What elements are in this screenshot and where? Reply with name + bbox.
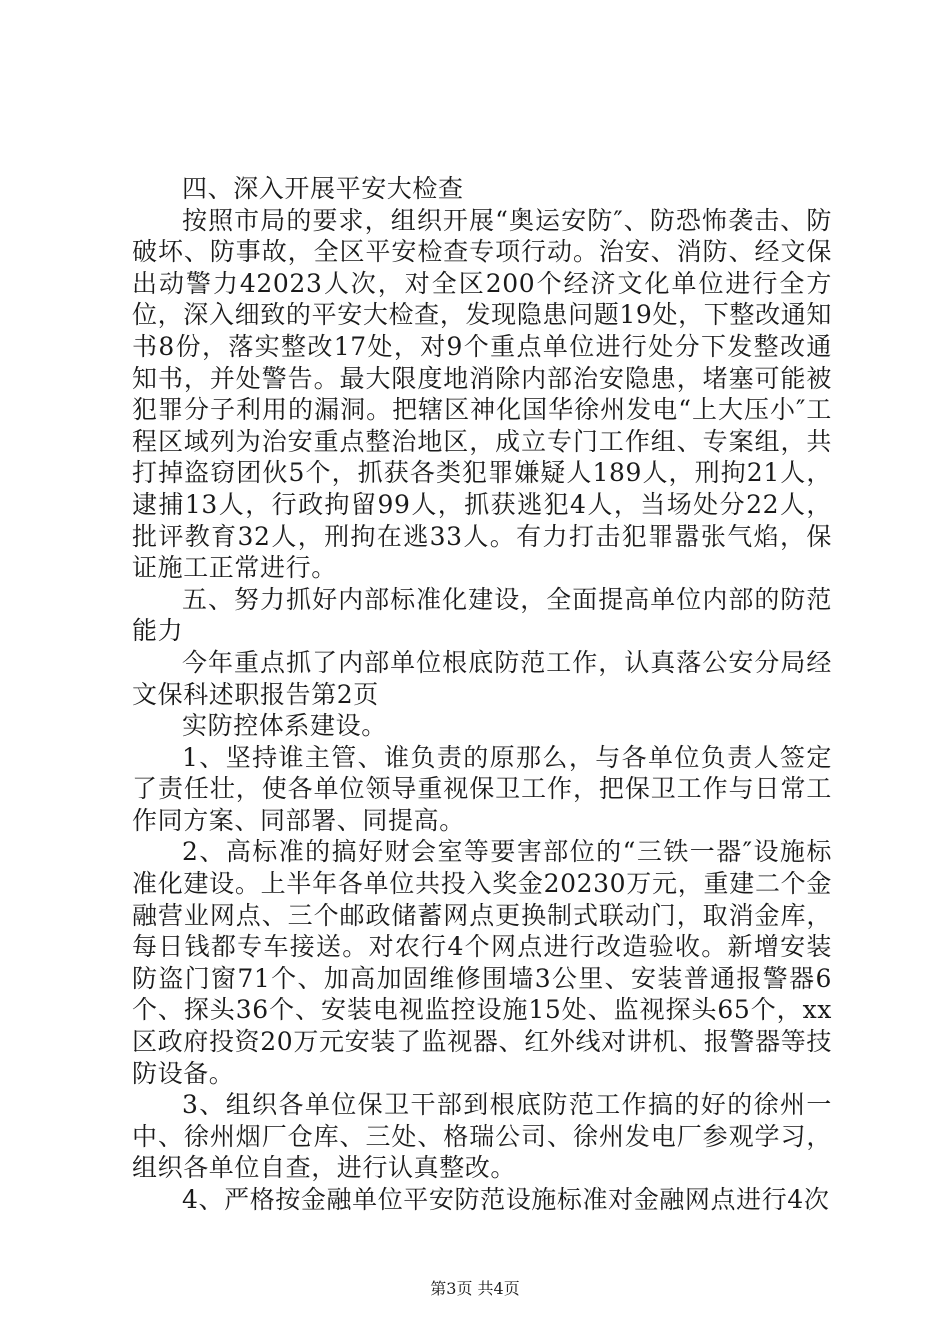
list-item-2: 2、高标准的搞好财会室等要害部位的“三铁一器″设施标准化建设。上半年各单位共投入奖金20230万元，重建二个金融营业网点、三个邮政储蓄网点更换制式联动门，取消金库，每日钱都专车接送。对农行4个网点进行改造验收。新增安装防盗门窗71个、加高加固维修围墙3公里、安装普通报警器6个、探头36个、安装电视监控设施15处、监视探头65个，xx区政府投资20万元安装了监视器、红外线对讲机、报警器等技防设备。: [132, 837, 832, 1088]
heading-section-four: 四、深入开展平安大检查: [182, 174, 464, 203]
paragraph-internal-prevention: 今年重点抓了内部单位根底防范工作，认真落公安分局经文保科述职报告第2页: [132, 647, 832, 709]
paragraph-safety-inspection: 按照市局的要求，组织开展“奥运安防″、防恐怖袭击、防破坏、防事故，全区平安检查专项行动。治安、消防、经文保出动警力42023人次，对全区200个经济文化单位进行全方位，深入细致的平安大检查，发现隐患问题19处，下整改通知书8份，落实整改17处，对9个重点单位进行处分下发整改通知书，并处警告。最大限度地消除内部治安隐患，堵塞可能被犯罪分子利用的漏洞。把辖区神化国华徐州发电“上大压小″工程区域列为治安重点整治地区，成立专门工作组、专案组，共打掉盗窃团伙5个，抓获各类犯罪嫌疑人189人，刑拘21人，逮捕13人，行政拘留99人，抓获逃犯4人，当场处分22人，批评教育32人，刑拘在逃33人。有力打击犯罪嚣张气焰，保证施工正常进行。: [132, 205, 832, 583]
paragraph-control-system: 实防控体系建设。: [182, 711, 387, 741]
list-item-4: 4、严格按金融单位平安防范设施标准对金融网点进行4次: [182, 1185, 830, 1214]
page-footer: 第3页 共4页: [430, 1279, 520, 1298]
heading-section-five: 五、努力抓好内部标准化建设，全面提高单位内部的防范能力: [132, 584, 832, 646]
document-body: [132, 173, 832, 1216]
list-item-3: 3、组织各单位保卫干部到根底防范工作搞的好的徐州一中、徐州烟厂仓库、三处、格瑞公司、徐州发电厂参观学习，组织各单位自查，进行认真整改。: [132, 1090, 832, 1183]
list-item-1: 1、坚持谁主管、谁负责的原那么，与各单位负责人签定了责任壮，使各单位领导重视保卫工作，把保卫工作与日常工作同方案、同部署、同提高。: [132, 742, 832, 835]
